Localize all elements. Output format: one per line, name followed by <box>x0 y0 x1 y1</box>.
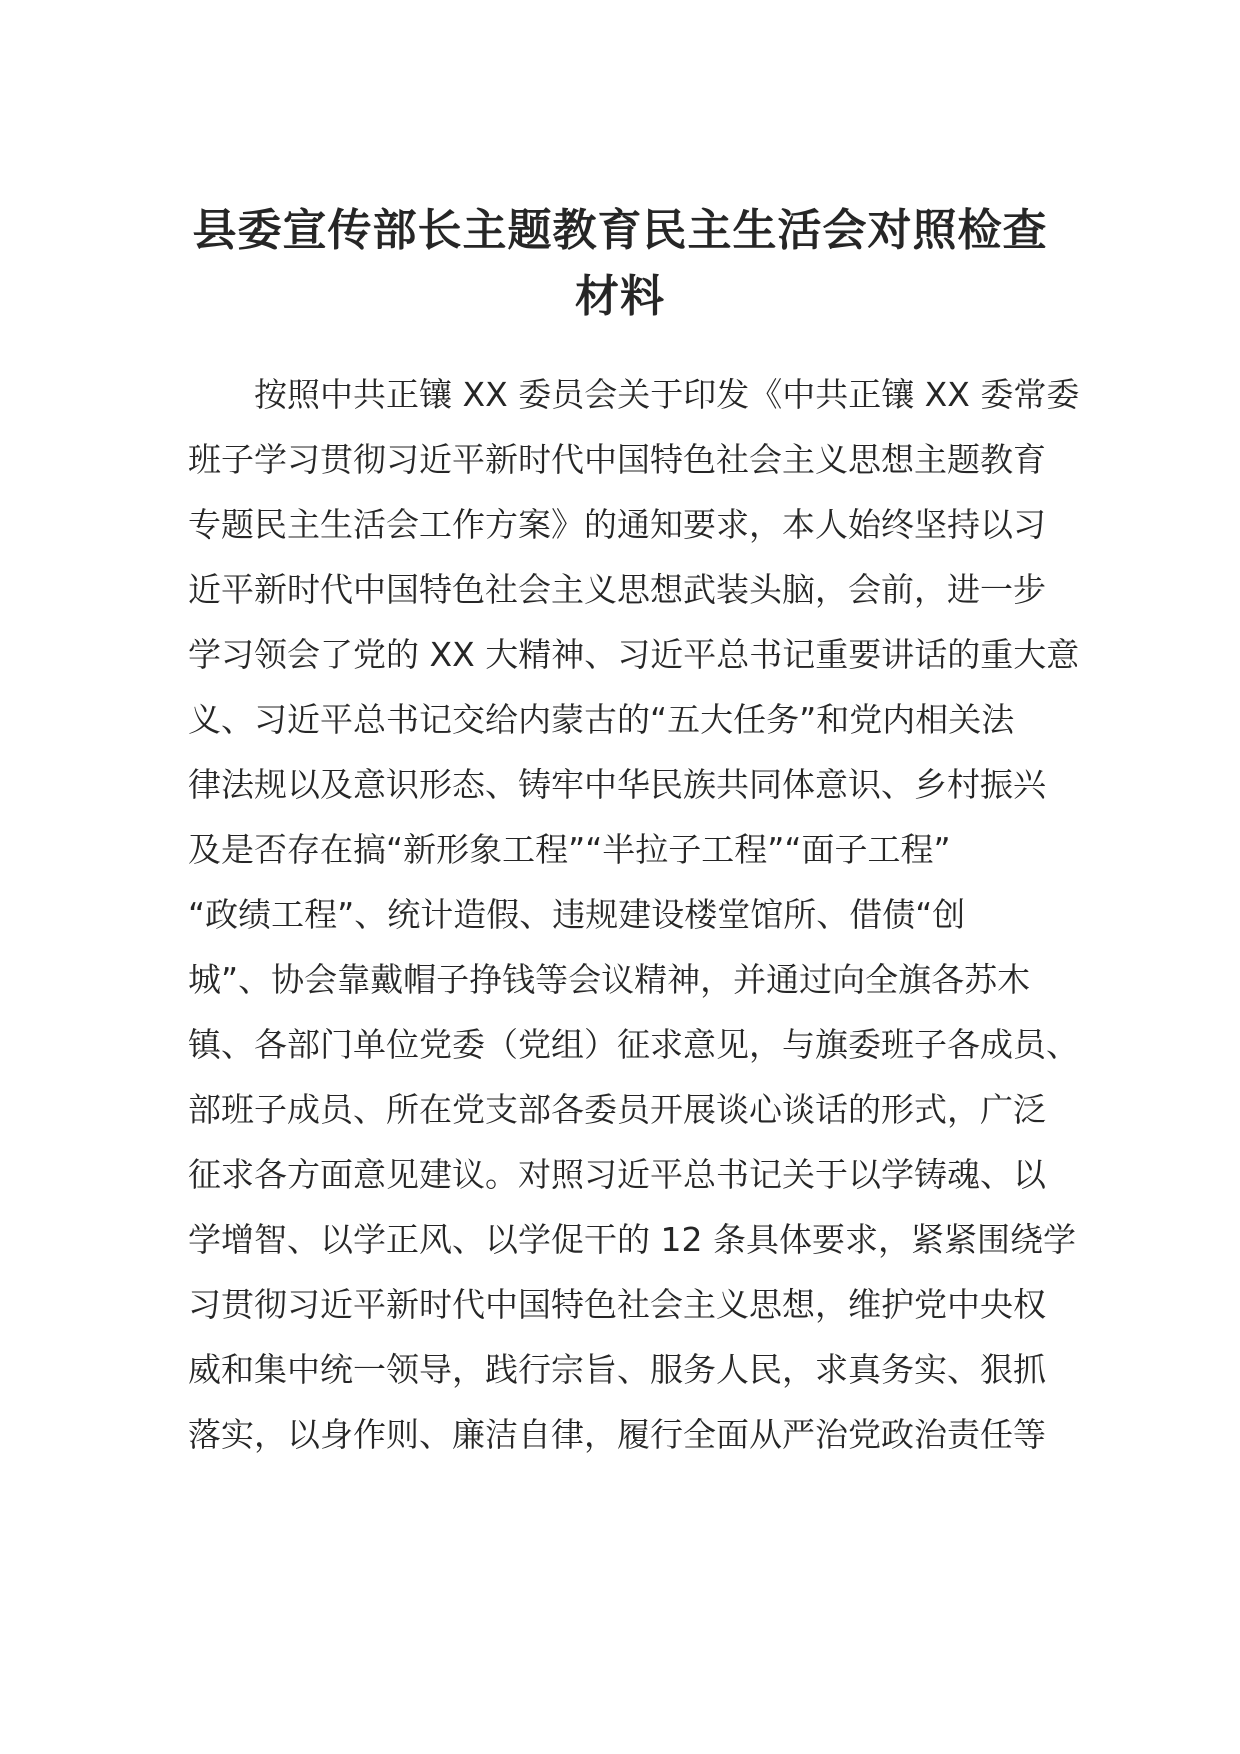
paragraph-line: 班子学习贯彻习近平新时代中国特色社会主义思想主题教育 <box>188 440 1046 479</box>
paragraph-line: 专题民主生活会工作方案》的通知要求，本人始终坚持以习 <box>188 505 1046 544</box>
paragraph-line: 近平新时代中国特色社会主义思想武装头脑，会前，进一步 <box>188 570 1046 609</box>
paragraph-line: 征求各方面意见建议。对照习近平总书记关于以学铸魂、以 <box>188 1155 1046 1194</box>
paragraph-line: 部班子成员、所在党支部各委员开展谈心谈话的形式，广泛 <box>188 1090 1046 1129</box>
paragraph-line: 义、习近平总书记交给内蒙古的“五大任务”和党内相关法 <box>188 700 1015 739</box>
body-paragraph <box>188 362 1088 1467</box>
paragraph-line: “政绩工程”、统计造假、违规建设楼堂馆所、借债“创 <box>188 895 966 934</box>
title-line-2: 材料 <box>575 271 665 322</box>
paragraph-line: 学习领会了党的 XX 大精神、习近平总书记重要讲话的重大意 <box>188 635 1080 674</box>
paragraph-line: 镇、各部门单位党委（党组）征求意见，与旗委班子各成员、 <box>188 1025 1079 1064</box>
title-line-1: 县委宣传部长主题教育民主生活会对照检查 <box>192 205 1048 256</box>
paragraph-line: 按照中共正镶 XX 委员会关于印发《中共正镶 XX 委常委 <box>254 375 1080 414</box>
paragraph-line: 威和集中统一领导，践行宗旨、服务人民，求真务实、狠抓 <box>188 1350 1046 1389</box>
paragraph-line: 落实，以身作则、廉洁自律，履行全面从严治党政治责任等 <box>188 1415 1046 1454</box>
paragraph-line: 习贯彻习近平新时代中国特色社会主义思想，维护党中央权 <box>188 1285 1046 1324</box>
paragraph-line: 城”、协会靠戴帽子挣钱等会议精神，并通过向全旗各苏木 <box>188 960 1031 999</box>
paragraph-line: 学增智、以学正风、以学促干的 12 条具体要求，紧紧围绕学 <box>188 1220 1076 1259</box>
paragraph-line: 律法规以及意识形态、铸牢中华民族共同体意识、乡村振兴 <box>188 765 1046 804</box>
document-title <box>150 198 1090 330</box>
paragraph-line: 及是否存在搞“新形象工程”“半拉子工程”“面子工程” <box>188 830 951 869</box>
